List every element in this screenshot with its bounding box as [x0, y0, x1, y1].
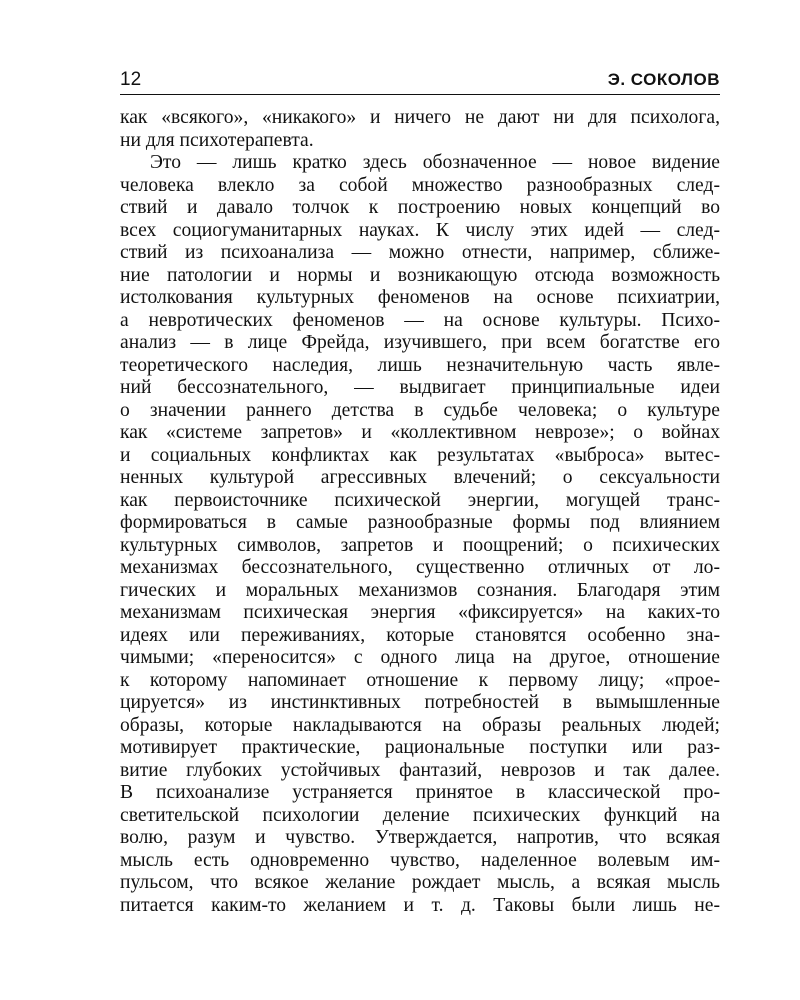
text-line: и социальных конфликтах как результатах «выброса» вытес- — [120, 444, 720, 466]
text-line: чимыми; «переносится» с одного лица на другое, отношение — [120, 647, 720, 668]
text-line: волю, разум и чувство. Утверждается, напротив, что всякая — [120, 827, 720, 848]
page-number: 12 — [120, 69, 142, 90]
text-line: о значении раннего детства в судьбе человека; о культуре — [120, 399, 720, 421]
text-line: мотивирует практические, рациональные поступки или раз- — [120, 737, 720, 758]
text-line: мысль есть одновременно чувство, наделенное волевым им- — [120, 849, 720, 871]
text-line: гических и моральных механизмов сознания. Благодаря этим — [120, 579, 720, 601]
text-line: как «всякого», «никакого» и ничего не дают ни для психолога, — [120, 107, 720, 128]
text-line: к которому напоминает отношение к первому лицу; «прое- — [120, 669, 720, 691]
text-line: пульсом, что всякое желание рождает мысль, а всякая мысль — [120, 872, 720, 893]
text-line: ствий из психоанализа — можно отнести, например, сближе- — [120, 242, 720, 263]
text-line: ний бессознательного, — выдвигает принципиальные идеи — [120, 377, 720, 398]
text-line: механизмах бессознательного, существенно отличных от ло- — [120, 557, 720, 578]
text-line: ние патологии и нормы и возникающую отсюда возможность — [120, 264, 720, 286]
text-line: как первоисточнике психической энергии, могущей транс- — [120, 489, 720, 511]
text-line: истолкования культурных феноменов на основе психиатрии, — [120, 287, 720, 308]
text-line: светительской психологии деление психических функций на — [120, 804, 720, 826]
text-line: ненных культурой агрессивных влечений; о сексуальности — [120, 467, 720, 488]
text-line: питается каким-то желанием и т. д. Таковы были лишь не- — [120, 894, 720, 916]
text-line: образы, которые накладываются на образы реальных людей; — [120, 714, 720, 736]
text-line: всех социогуманитарных науках. К числу этих идей — след- — [120, 219, 720, 241]
text-line: анализ — в лице Фрейда, изучившего, при всем богатстве его — [120, 332, 720, 353]
text-line: а невротических феноменов — на основе культуры. Психо- — [120, 309, 720, 331]
text-line: человека влекло за собой множество разнообразных след- — [120, 174, 720, 196]
text-line: ни для психотерапевта. — [120, 129, 314, 151]
text-line: теоретического наследия, лишь незначительную часть явле- — [120, 354, 720, 376]
text-line: В психоанализе устраняется принятое в классической про- — [120, 782, 720, 803]
running-title: Э. СОКОЛОВ — [607, 70, 720, 89]
text-line: ствий и давало толчок к построению новых концепций во — [120, 197, 720, 218]
text-line: Это — лишь кратко здесь обозначенное — новое видение — [150, 152, 720, 173]
running-head — [120, 70, 720, 95]
text-line: культурных символов, запретов и поощрений; о психических — [120, 534, 720, 556]
text-line: идеях или переживаниях, которые становятся особенно зна- — [120, 624, 720, 646]
text-line: механизмам психическая энергия «фиксируется» на каких-то — [120, 602, 720, 623]
body-text — [120, 107, 720, 917]
text-line: как «системе запретов» и «коллективном неврозе»; о войнах — [120, 422, 720, 443]
text-line: формироваться в самые разнообразные формы под влиянием — [120, 512, 720, 533]
book-page — [120, 70, 720, 950]
text-line: витие глубоких устойчивых фантазий, неврозов и так далее. — [120, 759, 720, 781]
text-line: цируется» из инстинктивных потребностей в вымышленные — [120, 692, 720, 713]
